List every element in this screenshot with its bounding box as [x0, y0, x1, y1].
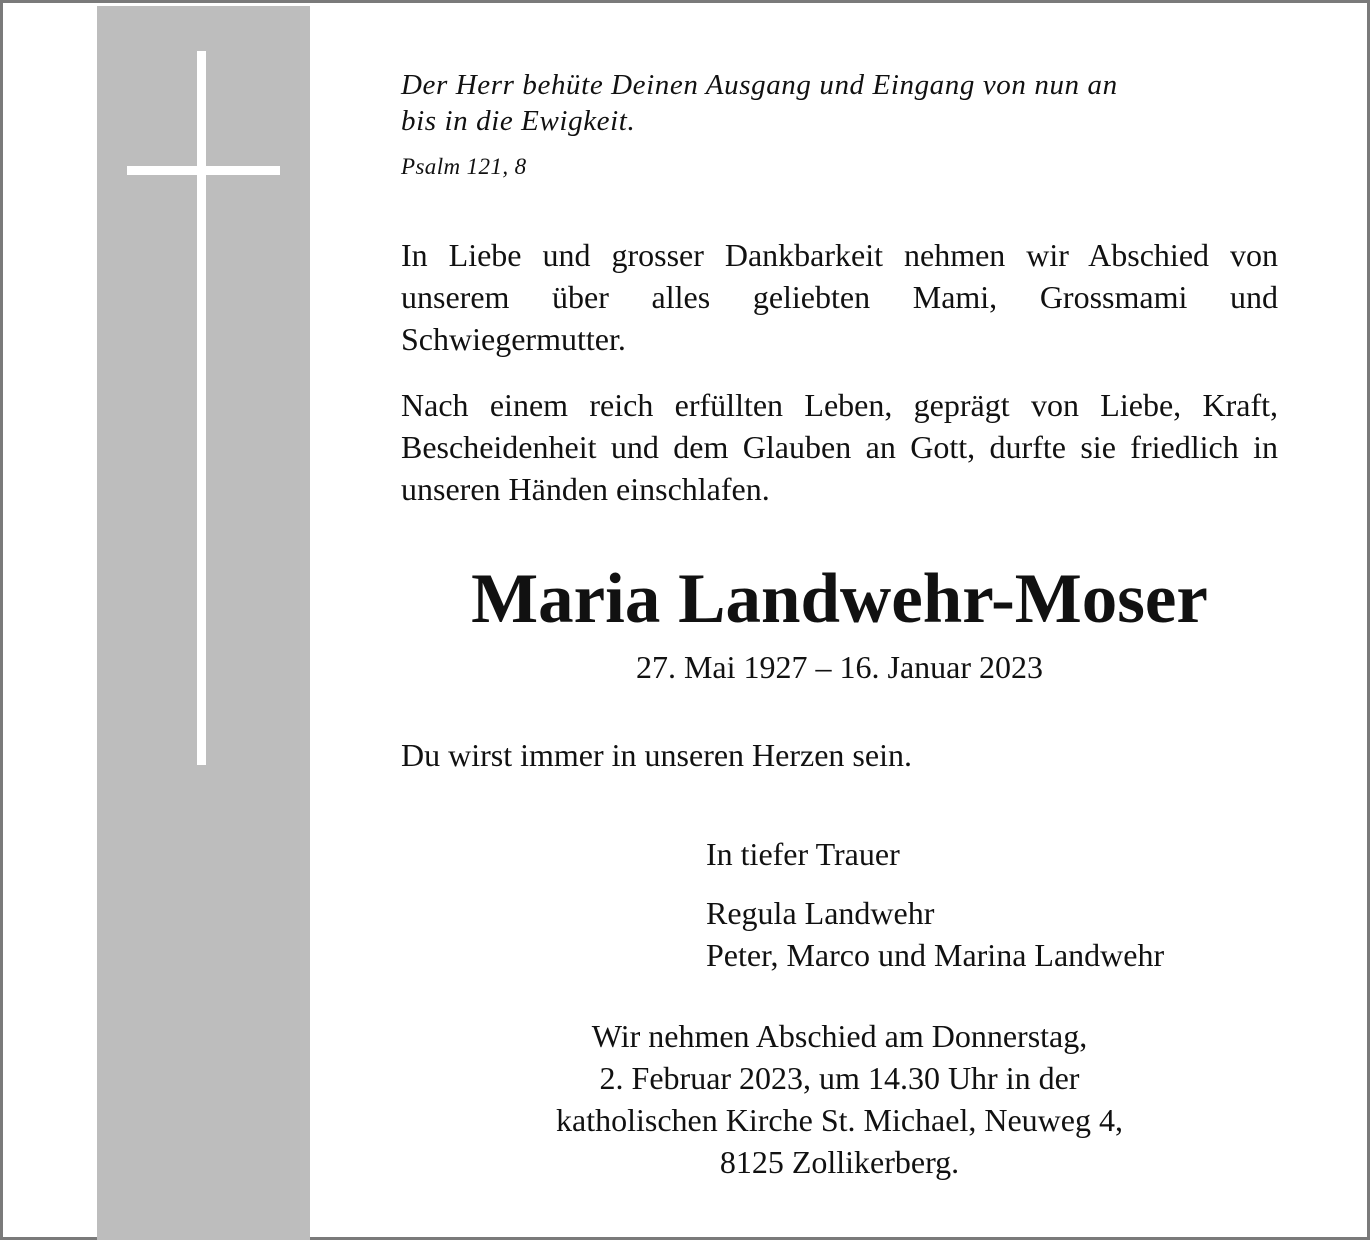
service-line: 2. Februar 2023, um 14.30 Uhr in der: [599, 1060, 1080, 1096]
verse-line: bis in die Ewigkeit.: [401, 105, 636, 137]
intro-paragraph-2: Nach einem reich erfüllten Leben, geprägt von Liebe, Kraft, Bescheidenheit und dem Glauben an Gott, durfte sie friedlich in unseren Händen einschlafen.: [401, 387, 1278, 507]
service-line: Wir nehmen Abschied am Donnerstag,: [591, 1018, 1088, 1054]
cross-horizontal-bar: [127, 166, 280, 175]
mourner-name: Regula Landwehr: [706, 895, 935, 931]
verse-line: Der Herr behüte Deinen Ausgang und Eingang von nun an: [401, 69, 1118, 101]
intro-paragraph-1: In Liebe und grosser Dankbarkeit nehmen wir Abschied von unserem über alles geliebten Mami, Grossmami und Schwiegermutter.: [401, 237, 1278, 357]
cross-vertical-bar: [197, 51, 206, 765]
bible-verse: [401, 67, 1281, 139]
service-line: 8125 Zollikerberg.: [719, 1144, 960, 1180]
life-dates: 27. Mai 1927 – 16. Januar 2023: [635, 649, 1044, 685]
mourner-name: Peter, Marco und Marina Landwehr: [706, 937, 1165, 973]
verse-reference: Psalm 121, 8: [401, 154, 527, 179]
service-line: katholischen Kirche St. Michael, Neuweg 4,: [556, 1102, 1123, 1138]
service-announcement: [401, 1015, 1278, 1183]
closing-line: Du wirst immer in unseren Herzen sein.: [401, 737, 912, 773]
deceased-name: Maria Landwehr-Moser: [471, 560, 1208, 638]
mourning-heading: In tiefer Trauer: [706, 836, 900, 872]
